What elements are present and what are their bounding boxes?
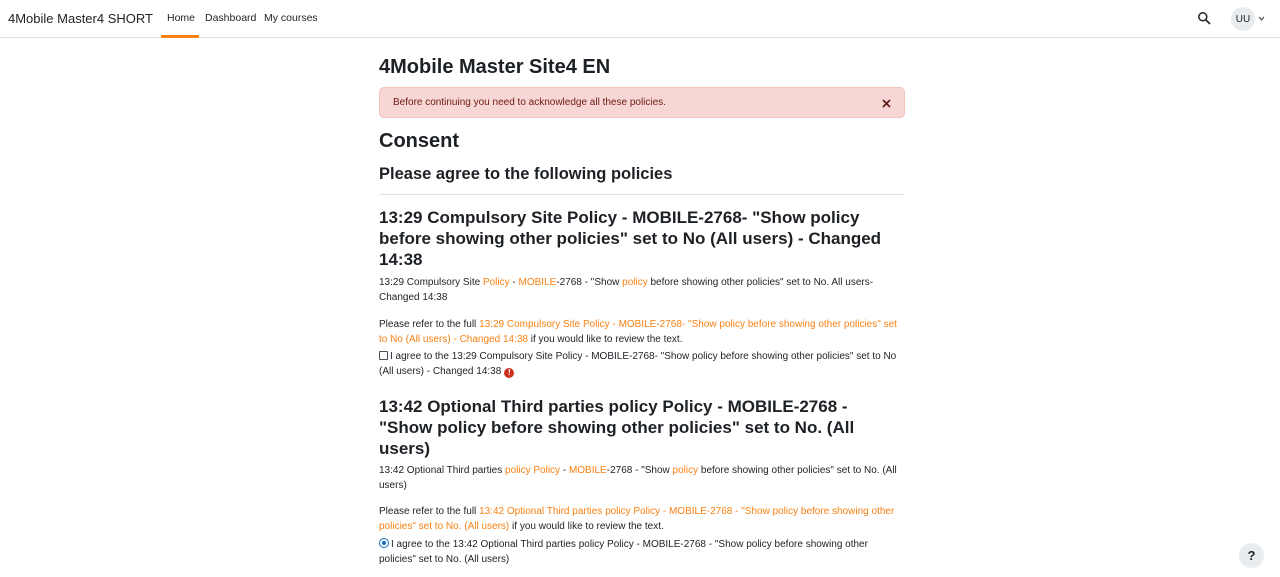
summary-text: - <box>509 277 519 288</box>
full-policy-link[interactable]: 13:42 Optional Third parties policy Policy - MOBILE-2768 - "Show policy before showing other policies" set to No. (All users) <box>379 506 895 532</box>
agree-label[interactable]: I agree to the 13:42 Optional Third parties policy Policy - MOBILE-2768 - "Show policy before showing other policies" set to No. (All users) <box>379 539 868 565</box>
help-button[interactable]: ? <box>1239 543 1264 568</box>
refer-prefix: Please refer to the full <box>379 319 480 330</box>
refer-suffix: if you would like to review the text. <box>509 521 664 532</box>
policy-refer <box>379 504 905 534</box>
site-title: 4Mobile Master Site4 EN <box>379 56 611 78</box>
summary-link[interactable]: policy <box>672 465 699 476</box>
policy-refer <box>379 317 905 347</box>
policy-agree-row <box>379 537 905 567</box>
user-avatar[interactable]: UU <box>1231 7 1255 31</box>
summary-link[interactable]: policy <box>622 277 648 288</box>
summary-link[interactable]: MOBILE <box>568 465 607 476</box>
nav-home[interactable]: Home <box>167 12 196 24</box>
nav-active-indicator <box>161 35 199 38</box>
refer-suffix: if you would like to review the text. <box>527 334 683 345</box>
policy-title: 13:42 Optional Third parties policy Policy - MOBILE-2768 - "Show policy before showing other policies" set to No. (All users) <box>379 397 855 458</box>
policy-alert <box>379 87 905 118</box>
summary-link[interactable]: MOBILE <box>518 277 557 288</box>
policy-summary <box>379 463 905 493</box>
close-icon[interactable] <box>881 98 892 109</box>
nav-my-courses[interactable]: My courses <box>264 12 318 24</box>
agree-checkbox[interactable] <box>379 351 388 360</box>
policy-summary <box>379 275 905 305</box>
full-policy-link[interactable]: 13:29 Compulsory Site Policy - MOBILE-2768- "Show policy before showing other policies" set to No (All users) - Changed 14:38 <box>379 319 897 345</box>
divider <box>379 194 905 195</box>
policy-agree-row <box>379 349 905 379</box>
refer-prefix: Please refer to the full <box>379 506 480 517</box>
top-navbar <box>0 0 1280 38</box>
alert-message: Before continuing you need to acknowledge all these policies. <box>393 97 666 108</box>
policy-title: 13:29 Compulsory Site Policy - MOBILE-2768- "Show policy before showing other policies" set to No (All users) - Changed 14:38 <box>379 208 882 269</box>
agree-label[interactable]: I agree to the 13:29 Compulsory Site Policy - MOBILE-2768- "Show policy before showing other policies" set to No (All users) - Changed 14:38 <box>379 351 897 377</box>
summary-text: -2768 - "Show <box>556 277 623 288</box>
summary-link[interactable]: Policy <box>482 277 510 288</box>
summary-text: -2768 - "Show <box>606 465 673 476</box>
agree-heading: Please agree to the following policies <box>379 165 673 183</box>
site-brand[interactable]: 4Mobile Master4 SHORT <box>8 11 153 26</box>
agree-radio[interactable] <box>379 538 389 548</box>
nav-dashboard[interactable]: Dashboard <box>205 12 257 24</box>
chevron-down-icon[interactable] <box>1258 15 1265 22</box>
search-icon[interactable] <box>1197 11 1211 25</box>
required-icon: ! <box>504 368 514 378</box>
consent-heading: Consent <box>379 130 459 152</box>
summary-link[interactable]: policy Policy <box>505 465 561 476</box>
summary-text: 13:42 Optional Third parties <box>379 465 506 476</box>
summary-text: before showing other policies" set to No. All users- Changed 14:38 <box>379 277 874 303</box>
summary-text: 13:29 Compulsory Site <box>379 277 483 288</box>
summary-text: before showing other policies" set to No. (All users) <box>379 465 897 491</box>
summary-text: - <box>560 465 569 476</box>
